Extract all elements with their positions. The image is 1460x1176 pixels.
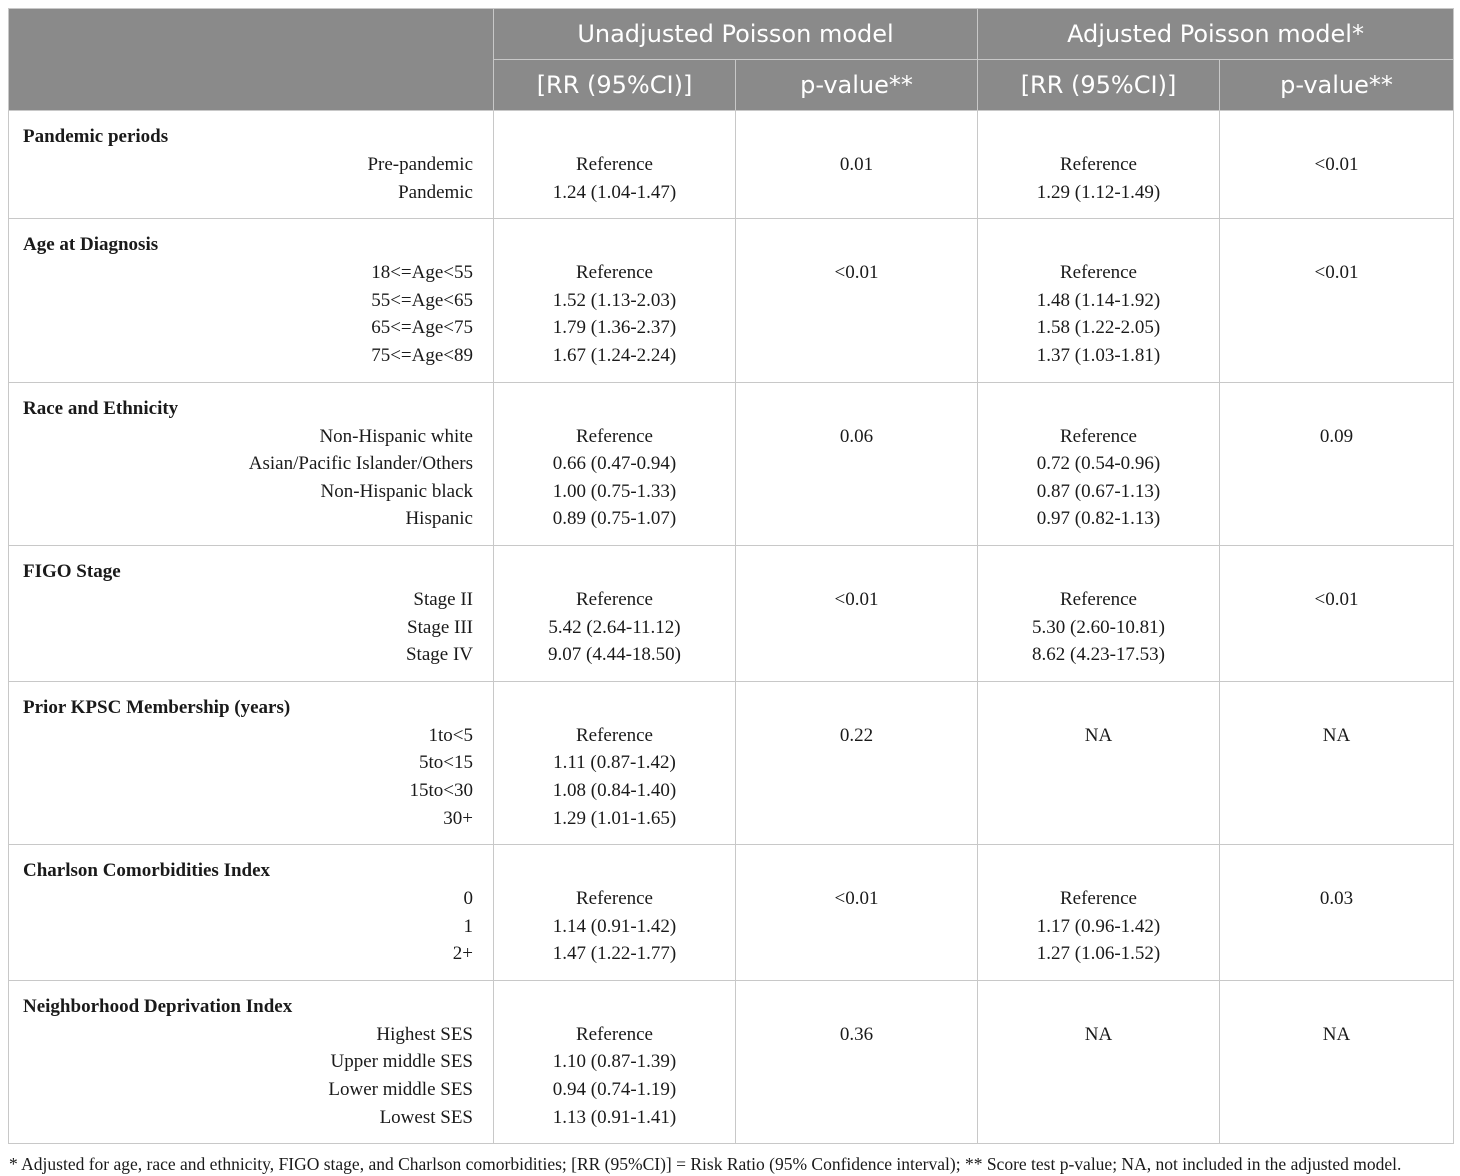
unadjusted-rr-cell-value: Reference	[576, 724, 653, 746]
adjusted-pvalue-cell-value: <0.01	[1314, 154, 1359, 175]
unadjusted-pvalue-cell	[736, 382, 978, 545]
unadjusted-rr-cell-value: 0.66 (0.47-0.94)	[552, 453, 677, 475]
category-label: 2+	[452, 943, 473, 965]
group-title: FIGO Stage	[23, 560, 121, 582]
adjusted-rr-cell	[978, 219, 1220, 382]
header-blank-cell	[9, 9, 494, 111]
unadjusted-rr-cell-value: 1.24 (1.04-1.47)	[552, 181, 677, 203]
unadjusted-pvalue-cell	[736, 845, 978, 981]
unadjusted-rr-cell-value: 1.13 (0.91-1.41)	[552, 1106, 677, 1128]
adjusted-pvalue-cell	[1220, 980, 1454, 1143]
unadjusted-rr-cell	[494, 980, 736, 1143]
category-label: Stage III	[407, 616, 473, 638]
category-labels	[9, 423, 493, 533]
header-unadjusted-pvalue: p-value**	[736, 60, 978, 111]
unadjusted-rr-cell-value: 9.07 (4.44-18.50)	[548, 644, 681, 666]
table-row	[9, 382, 1454, 545]
unadjusted-pvalue-cell	[736, 111, 978, 219]
unadjusted-rr-cell-value: 1.00 (0.75-1.33)	[552, 480, 677, 502]
group-title: Neighborhood Deprivation Index	[23, 995, 293, 1017]
adjusted-rr-cell-value: NA	[1084, 724, 1113, 746]
unadjusted-rr-cell-value: Reference	[576, 425, 653, 447]
adjusted-rr-cell	[978, 980, 1220, 1143]
category-label: 0	[463, 888, 473, 910]
table-row	[9, 845, 1454, 981]
unadjusted-pvalue-cell	[736, 545, 978, 681]
unadjusted-rr-cell	[494, 219, 736, 382]
unadjusted-rr-cell-value: Reference	[576, 888, 653, 910]
category-label: Lower middle SES	[328, 1079, 473, 1101]
results-table-container	[8, 8, 1453, 1176]
unadjusted-rr-cell-value: 0.89 (0.75-1.07)	[552, 508, 677, 530]
adjusted-rr-cell-value: 1.29 (1.12-1.49)	[1036, 181, 1161, 203]
adjusted-pvalue-cell	[1220, 382, 1454, 545]
category-label: 18<=Age<55	[371, 262, 473, 284]
adjusted-rr-cell	[978, 545, 1220, 681]
variable-cell	[9, 382, 494, 545]
group-title: Prior KPSC Membership (years)	[23, 696, 291, 718]
table-body	[9, 111, 1454, 1144]
unadjusted-rr-cell	[494, 382, 736, 545]
category-label: 5to<15	[419, 752, 473, 774]
table-footnote: * Adjusted for age, race and ethnicity, FIGO stage, and Charlson comorbidities; [RR (95%CI)] = Risk Ratio (95% Confidence interval); ** Score test p-value; NA, not included in the adjusted model.	[9, 1154, 1402, 1175]
adjusted-pvalue-cell	[1220, 111, 1454, 219]
category-label: 15to<30	[409, 779, 473, 801]
category-label: 55<=Age<65	[371, 289, 473, 311]
group-title: Age at Diagnosis	[23, 234, 159, 256]
unadjusted-pvalue-cell	[736, 681, 978, 844]
unadjusted-rr-cell-value: 1.11 (0.87-1.42)	[553, 752, 676, 774]
adjusted-rr-cell	[978, 845, 1220, 981]
variable-cell	[9, 219, 494, 382]
poisson-model-table	[8, 8, 1454, 1144]
adjusted-rr-cell-value	[978, 749, 1219, 777]
adjusted-pvalue-cell-value: <0.01	[1314, 262, 1359, 284]
adjusted-rr-cell-value: Reference	[1060, 588, 1137, 610]
group-title: Charlson Comorbidities Index	[23, 860, 271, 882]
adjusted-rr-cell-value: 1.17 (0.96-1.42)	[1036, 915, 1161, 937]
adjusted-pvalue-cell	[1220, 845, 1454, 981]
unadjusted-rr-cell-value: 1.79 (1.36-2.37)	[552, 317, 677, 339]
variable-cell	[9, 681, 494, 844]
adjusted-pvalue-cell	[1220, 545, 1454, 681]
table-row	[9, 980, 1454, 1143]
table-row	[9, 681, 1454, 844]
unadjusted-rr-cell-value: 1.67 (1.24-2.24)	[552, 344, 677, 366]
category-label: Lowest SES	[379, 1106, 473, 1128]
adjusted-rr-cell-value: NA	[1084, 1023, 1113, 1045]
unadjusted-rr-cell-value: Reference	[576, 1023, 653, 1045]
unadjusted-rr-cell-value: 0.94 (0.74-1.19)	[552, 1079, 677, 1101]
adjusted-rr-cell-value: 5.30 (2.60-10.81)	[1032, 616, 1165, 638]
adjusted-rr-cell-value: 1.48 (1.14-1.92)	[1036, 289, 1161, 311]
adjusted-rr-cell-value	[978, 805, 1219, 833]
unadjusted-rr-cell	[494, 681, 736, 844]
category-labels	[9, 259, 493, 369]
category-labels	[9, 885, 493, 968]
adjusted-pvalue-cell-value: NA	[1322, 1023, 1351, 1045]
category-label: Upper middle SES	[330, 1051, 473, 1073]
category-label: Pandemic	[398, 181, 473, 203]
adjusted-rr-cell-value: 1.37 (1.03-1.81)	[1036, 344, 1161, 366]
header-adjusted-pvalue: p-value**	[1220, 60, 1454, 111]
adjusted-pvalue-cell-value: NA	[1322, 724, 1351, 746]
category-label: 1	[463, 915, 473, 937]
category-label: 65<=Age<75	[371, 317, 473, 339]
category-label: Stage IV	[405, 644, 473, 666]
category-labels	[9, 1021, 493, 1131]
unadjusted-pvalue-cell	[736, 980, 978, 1143]
adjusted-rr-cell-value	[978, 1048, 1219, 1076]
adjusted-rr-cell	[978, 681, 1220, 844]
category-label: Asian/Pacific Islander/Others	[248, 453, 473, 475]
adjusted-pvalue-cell-value: 0.09	[1319, 425, 1354, 447]
category-label: 30+	[443, 807, 473, 829]
unadjusted-rr-cell-value: 5.42 (2.64-11.12)	[548, 616, 681, 638]
unadjusted-rr-cell-value: Reference	[576, 262, 653, 284]
variable-cell	[9, 545, 494, 681]
group-title: Race and Ethnicity	[23, 397, 179, 419]
category-labels	[9, 151, 493, 206]
category-label: 75<=Age<89	[371, 344, 473, 366]
adjusted-rr-cell-value: Reference	[1060, 425, 1137, 447]
adjusted-rr-cell-value: Reference	[1060, 154, 1137, 175]
adjusted-rr-cell-value: 1.27 (1.06-1.52)	[1036, 943, 1161, 965]
unadjusted-rr-cell-value: 1.29 (1.01-1.65)	[552, 807, 677, 829]
adjusted-pvalue-cell-value: <0.01	[1314, 588, 1359, 610]
adjusted-rr-cell-value: 0.72 (0.54-0.96)	[1036, 453, 1161, 475]
category-label: Pre-pandemic	[367, 154, 473, 175]
unadjusted-pvalue-cell-value: 0.22	[839, 724, 874, 746]
unadjusted-rr-cell-value: Reference	[576, 588, 653, 610]
adjusted-rr-cell	[978, 111, 1220, 219]
unadjusted-rr-cell-value: 1.47 (1.22-1.77)	[552, 943, 677, 965]
variable-cell	[9, 111, 494, 219]
group-title: Pandemic periods	[23, 126, 169, 147]
adjusted-pvalue-cell-value: 0.03	[1319, 888, 1354, 910]
adjusted-rr-cell-value: 0.97 (0.82-1.13)	[1036, 508, 1161, 530]
table-row	[9, 219, 1454, 382]
unadjusted-pvalue-cell-value: 0.36	[839, 1023, 874, 1045]
header-unadjusted-model: Unadjusted Poisson model	[494, 9, 978, 60]
header-unadjusted-rr-ci: [RR (95%CI)]	[494, 60, 736, 111]
adjusted-pvalue-cell	[1220, 681, 1454, 844]
unadjusted-rr-cell-value: Reference	[576, 154, 653, 175]
table-header	[9, 9, 1454, 111]
adjusted-rr-cell-value: 8.62 (4.23-17.53)	[1032, 644, 1165, 666]
category-label: Highest SES	[376, 1023, 473, 1045]
header-adjusted-rr-ci: [RR (95%CI)]	[978, 60, 1220, 111]
adjusted-rr-cell-value: 1.58 (1.22-2.05)	[1036, 317, 1161, 339]
unadjusted-pvalue-cell-value: <0.01	[834, 262, 879, 284]
unadjusted-rr-cell-value: 1.52 (1.13-2.03)	[552, 289, 677, 311]
adjusted-pvalue-cell	[1220, 219, 1454, 382]
unadjusted-rr-cell	[494, 845, 736, 981]
category-label: Non-Hispanic white	[319, 425, 473, 447]
adjusted-rr-cell	[978, 382, 1220, 545]
category-label: Stage II	[413, 588, 473, 610]
category-labels	[9, 722, 493, 832]
unadjusted-pvalue-cell-value: <0.01	[834, 588, 879, 610]
adjusted-rr-cell-value: 0.87 (0.67-1.13)	[1036, 480, 1161, 502]
unadjusted-rr-cell	[494, 111, 736, 219]
unadjusted-pvalue-cell	[736, 219, 978, 382]
category-label: Non-Hispanic black	[320, 480, 473, 502]
unadjusted-rr-cell-value: 1.14 (0.91-1.42)	[552, 915, 677, 937]
unadjusted-pvalue-cell-value: 0.01	[839, 154, 874, 175]
unadjusted-pvalue-cell-value: 0.06	[839, 425, 874, 447]
unadjusted-rr-cell	[494, 545, 736, 681]
table-row	[9, 111, 1454, 219]
unadjusted-rr-cell-value: 1.10 (0.87-1.39)	[552, 1051, 677, 1073]
adjusted-rr-cell-value: Reference	[1060, 262, 1137, 284]
header-adjusted-model: Adjusted Poisson model*	[978, 9, 1454, 60]
unadjusted-pvalue-cell-value: <0.01	[834, 888, 879, 910]
adjusted-rr-cell-value	[978, 1104, 1219, 1132]
adjusted-rr-cell-value	[978, 777, 1219, 805]
table-row	[9, 545, 1454, 681]
adjusted-rr-cell-value	[978, 1076, 1219, 1104]
variable-cell	[9, 980, 494, 1143]
variable-cell	[9, 845, 494, 981]
unadjusted-rr-cell-value: 1.08 (0.84-1.40)	[552, 779, 677, 801]
category-label: Hispanic	[405, 508, 473, 530]
category-labels	[9, 586, 493, 669]
category-label: 1to<5	[428, 724, 473, 746]
adjusted-rr-cell-value: Reference	[1060, 888, 1137, 910]
